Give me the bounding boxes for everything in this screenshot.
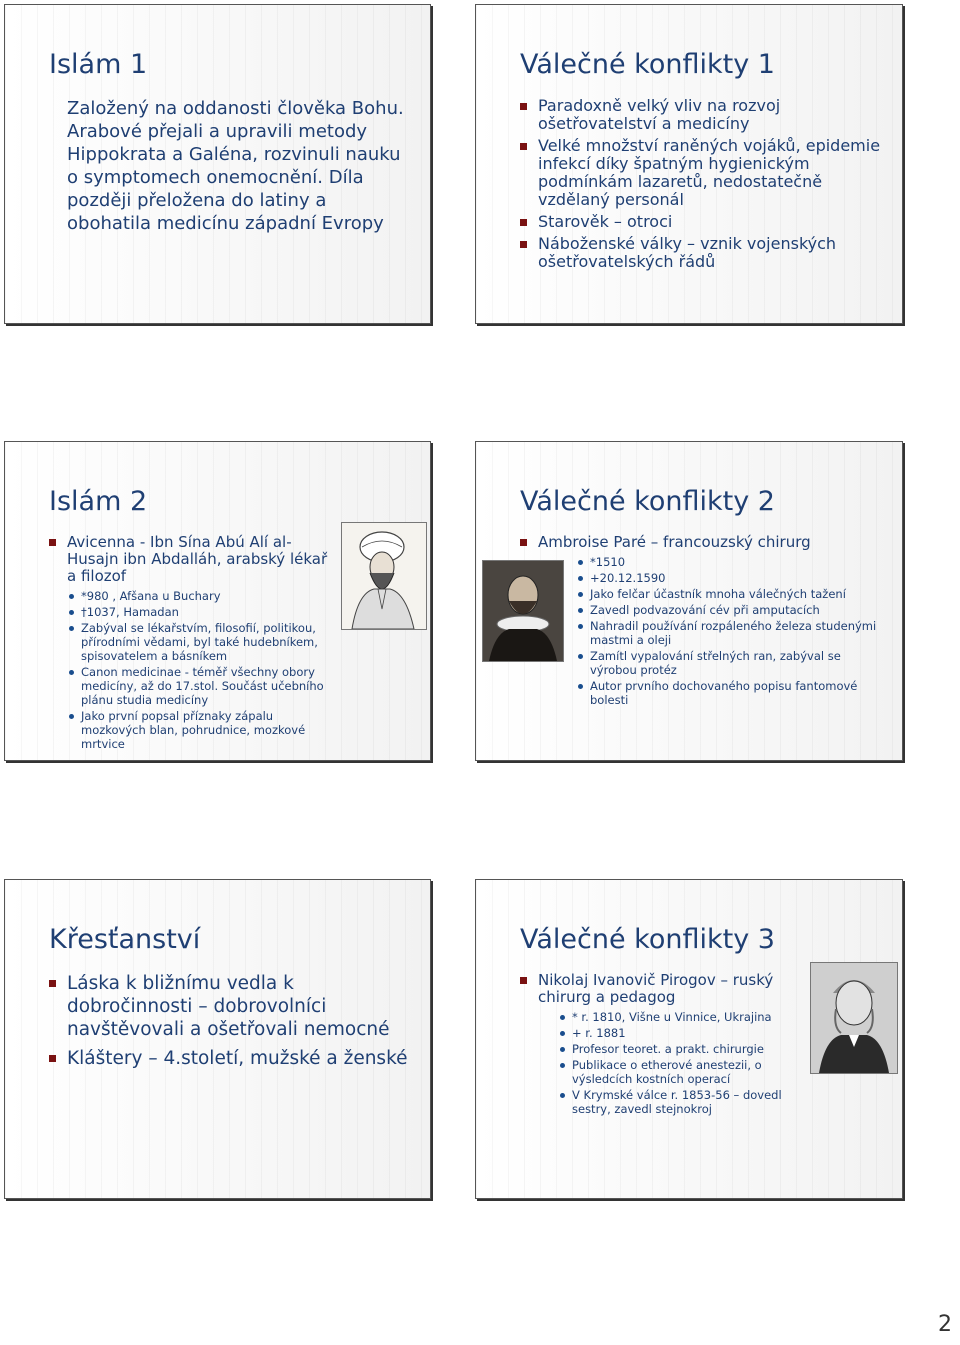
list-item <box>49 534 334 751</box>
bullet-list <box>520 97 888 271</box>
list-item-text: Avicenna - Ibn Sína Abú Alí al-Husajn ibn Abdalláh, arabský lékař a filozof <box>67 533 328 585</box>
list-item: Starověk – otroci <box>520 213 888 231</box>
list-item: Paradoxně velký vliv na rozvoj ošetřovatelství a medicíny <box>520 97 888 133</box>
sub-list-item: * r. 1810, Višne u Vinnice, Ukrajina <box>558 1010 808 1024</box>
sub-list-item: Zabýval se lékařstvím, filosofií, politikou, přírodními vědami, byl také hudebníkem, spisovatelem a básníkem <box>67 621 334 663</box>
bullet-list <box>520 534 888 707</box>
slide-islam-1 <box>4 4 431 324</box>
avicenna-portrait-image <box>341 522 427 630</box>
sub-list-item: Zamítl vypalování střelných ran, zabýval se výrobou protéz <box>576 649 888 677</box>
slide-title: Islám 2 <box>49 486 148 517</box>
bullet-list <box>520 972 808 1116</box>
list-item: Náboženské války – vznik vojenských ošetřovatelských řádů <box>520 235 888 271</box>
bullet-list <box>49 534 334 751</box>
sub-list-item: Jako felčar účastník mnoha válečných tažení <box>576 587 888 601</box>
sub-list <box>576 555 888 707</box>
list-item: Láska k bližnímu vedla k dobročinnosti – dobrovolníci navštěvovali a ošetřovali nemocné <box>49 972 416 1041</box>
slide-text: Založený na oddanosti člověka Bohu. Arabové přejali a upravili metody Hippokrata a Galéna, rozvinuli nauku o symptomech onemocnění. Díla později přeložena do latiny a obohatila medicínu západní Evropy <box>67 98 404 234</box>
sub-list-item: Profesor teoret. a prakt. chirurgie <box>558 1042 808 1056</box>
sub-list <box>67 589 334 751</box>
pare-portrait-image <box>482 560 564 662</box>
slide-title: Islám 1 <box>49 49 148 80</box>
sub-list-item: Zavedl podvazování cév při amputacích <box>576 603 888 617</box>
list-item: Velké množství raněných vojáků, epidemie infekcí díky špatným hygienickým podmínkám lazaretů, nedostatečně vzdělaný personál <box>520 137 888 209</box>
sub-list-item: + r. 1881 <box>558 1026 808 1040</box>
sub-list-item: *980 , Afšana u Buchary <box>67 589 334 603</box>
sub-list-item: Canon medicinae - téměř všechny obory medicíny, až do 17.stol. Součást učebního plánu studia medicíny <box>67 665 334 707</box>
list-item <box>520 534 888 707</box>
sub-list-item: Nahradil používání rozpáleného železa studenými mastmi a oleji <box>576 619 888 647</box>
slide-valecne-konflikty-1 <box>475 4 903 324</box>
sub-list-item: V Krymské válce r. 1853-56 – dovedl sestry, zavedl stejnokroj <box>558 1088 808 1116</box>
sub-list-item: Autor prvního dochovaného popisu fantomové bolesti <box>576 679 888 707</box>
sub-list-item: Jako první popsal příznaky zápalu mozkových blan, pohrudnice, mozkové mrtvice <box>67 709 334 751</box>
slide-title: Válečné konflikty 3 <box>520 924 775 955</box>
sub-list <box>558 1010 808 1116</box>
list-item <box>520 972 808 1116</box>
pirogov-portrait-image <box>810 962 898 1074</box>
slide-valecne-konflikty-3 <box>475 879 903 1199</box>
bullet-list <box>49 972 416 1070</box>
sub-list-item: Publikace o etherové anestezii, o výsledcích kostních operací <box>558 1058 808 1086</box>
sub-list-item: +20.12.1590 <box>576 571 888 585</box>
slide-title: Křesťanství <box>49 924 201 955</box>
list-item: Kláštery – 4.století, mužské a ženské <box>49 1047 416 1070</box>
sub-list-item: *1510 <box>576 555 888 569</box>
slide-krestanstvi <box>4 879 431 1199</box>
sub-list-item: †1037, Hamadan <box>67 605 334 619</box>
page-number: 2 <box>938 1312 952 1337</box>
list-item-text: Nikolaj Ivanovič Pirogov – ruský chirurg a pedagog <box>538 971 774 1006</box>
slide-title: Válečné konflikty 1 <box>520 49 775 80</box>
slide-title: Válečné konflikty 2 <box>520 486 775 517</box>
slide-islam-2 <box>4 441 431 761</box>
list-item-text: Ambroise Paré – francouzský chirurg <box>538 533 811 551</box>
slide-valecne-konflikty-2 <box>475 441 903 761</box>
